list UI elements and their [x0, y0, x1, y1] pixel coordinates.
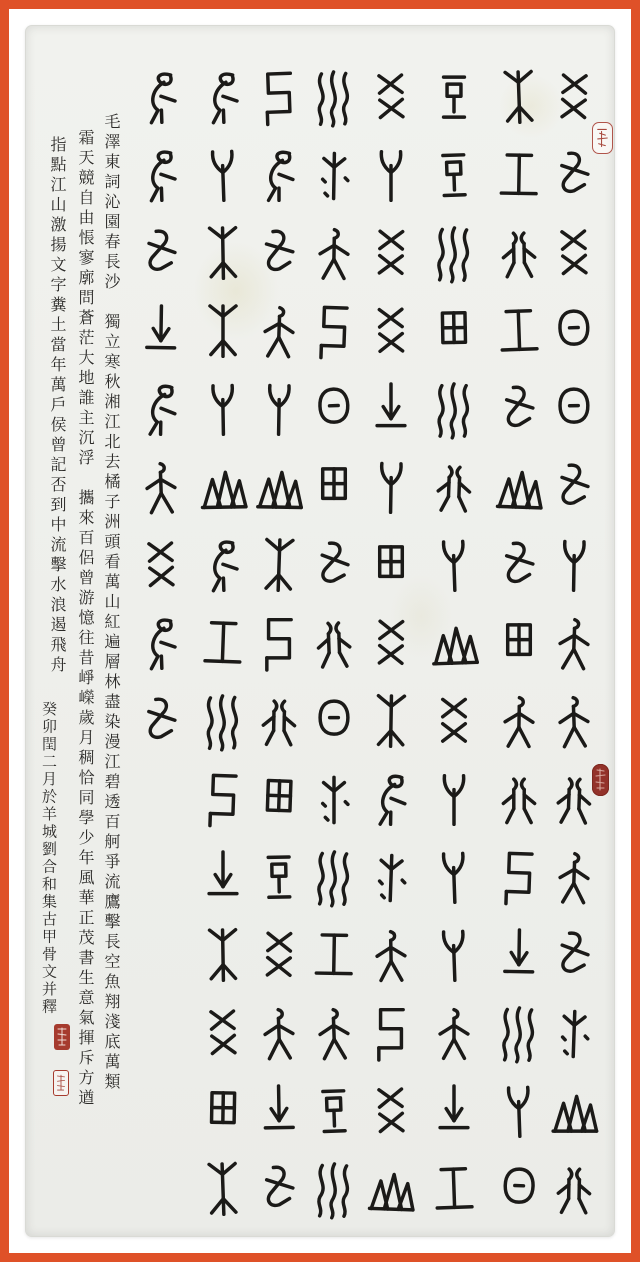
oracle-character [305, 605, 363, 683]
oracle-character [425, 527, 483, 605]
oracle-character [305, 1073, 363, 1151]
oracle-character [362, 215, 420, 293]
oracle-character [545, 995, 603, 1073]
oracle-character [362, 293, 420, 371]
oracle-character [362, 137, 420, 215]
oracle-character [305, 917, 363, 995]
oracle-character [305, 59, 363, 137]
oracle-character [250, 215, 308, 293]
oracle-character [250, 917, 308, 995]
oracle-character [132, 137, 190, 215]
oracle-character [490, 527, 548, 605]
oracle-character [425, 995, 483, 1073]
oracle-character [132, 527, 190, 605]
oracle-character [425, 1151, 483, 1229]
oracle-character [250, 137, 308, 215]
oracle-character [490, 371, 548, 449]
oracle-character [250, 605, 308, 683]
oracle-character [425, 449, 483, 527]
oracle-character [425, 761, 483, 839]
oracle-character [194, 995, 252, 1073]
oracle-character [362, 371, 420, 449]
oracle-character [194, 1073, 252, 1151]
oracle-character [545, 917, 603, 995]
oracle-character [194, 1151, 252, 1229]
oracle-character [305, 995, 363, 1073]
oracle-character [490, 761, 548, 839]
signature-seal-1-icon [54, 1024, 70, 1050]
oracle-column [132, 59, 190, 761]
oracle-character [490, 917, 548, 995]
oracle-character [362, 605, 420, 683]
calligraphy-paper [25, 25, 615, 1237]
oracle-character [194, 293, 252, 371]
oracle-character [194, 137, 252, 215]
oracle-character [425, 683, 483, 761]
oracle-character [305, 215, 363, 293]
oracle-character [362, 449, 420, 527]
oracle-character [545, 683, 603, 761]
annotation-column: 霜天競自由悵寥廓問蒼茫大地誰主沉浮 攜來百侶曾游憶往昔崢嶸歲月稠恰同學少年風華正茂書生意氣揮斥方遒 [76, 129, 95, 1109]
oracle-character [425, 839, 483, 917]
oracle-character [305, 371, 363, 449]
oracle-character [545, 293, 603, 371]
oracle-character [490, 293, 548, 371]
oracle-character [490, 605, 548, 683]
oracle-character [425, 605, 483, 683]
oracle-character [194, 839, 252, 917]
oracle-character [250, 1151, 308, 1229]
oracle-character [250, 683, 308, 761]
top-right-seal-icon [592, 122, 613, 154]
oracle-character [250, 293, 308, 371]
oracle-character [250, 371, 308, 449]
oracle-character [250, 995, 308, 1073]
oracle-character [305, 761, 363, 839]
oracle-character [545, 371, 603, 449]
oracle-column [305, 59, 363, 1229]
oracle-character [305, 683, 363, 761]
oracle-character [425, 137, 483, 215]
oracle-character [425, 59, 483, 137]
oracle-character [545, 605, 603, 683]
oracle-column [425, 59, 483, 1229]
oracle-character [490, 995, 548, 1073]
oracle-character [132, 605, 190, 683]
oracle-character [194, 59, 252, 137]
oracle-column [194, 59, 252, 1229]
oracle-character [305, 1151, 363, 1229]
oracle-character [194, 683, 252, 761]
middle-right-seal-icon [592, 764, 609, 796]
oracle-character [490, 137, 548, 215]
oracle-character [490, 683, 548, 761]
oracle-character [250, 527, 308, 605]
oracle-character [490, 1073, 548, 1151]
oracle-character [545, 449, 603, 527]
oracle-character [132, 59, 190, 137]
oracle-character [305, 839, 363, 917]
oracle-character [250, 449, 308, 527]
oracle-character [490, 839, 548, 917]
oracle-character [250, 59, 308, 137]
oracle-character [250, 1073, 308, 1151]
oracle-column [545, 59, 603, 1229]
oracle-character [545, 839, 603, 917]
oracle-character [194, 371, 252, 449]
oracle-character [425, 215, 483, 293]
oracle-character [490, 1151, 548, 1229]
oracle-character [490, 215, 548, 293]
annotation-column: 毛澤東詞沁園春長沙 獨立寒秋湘江北去橘子洲頭看萬山紅遍層林盡染漫江碧透百舸爭流鷹擊長空魚翔淺底萬類 [102, 113, 121, 1093]
signature-seal-2-icon [53, 1070, 69, 1096]
oracle-character [250, 839, 308, 917]
oracle-character [362, 995, 420, 1073]
oracle-character [425, 917, 483, 995]
oracle-character [194, 761, 252, 839]
oracle-character [194, 215, 252, 293]
oracle-character [545, 1073, 603, 1151]
oracle-character [490, 449, 548, 527]
oracle-character [545, 527, 603, 605]
signature-column: 癸卯閏二月於羊城劉合和集古甲骨文并釋 [40, 701, 58, 1016]
oracle-character [194, 917, 252, 995]
oracle-character [362, 1151, 420, 1229]
oracle-column [250, 59, 308, 1229]
oracle-character [132, 371, 190, 449]
oracle-character [194, 449, 252, 527]
oracle-column [490, 59, 548, 1229]
oracle-character [194, 527, 252, 605]
oracle-character [490, 59, 548, 137]
annotation-column: 指點江山激揚文字糞土當年萬戶侯曾記否到中流擊水浪遏飛舟 [48, 136, 67, 676]
oracle-character [132, 293, 190, 371]
oracle-character [305, 293, 363, 371]
oracle-character [305, 527, 363, 605]
oracle-character [362, 683, 420, 761]
oracle-character [425, 293, 483, 371]
oracle-character [132, 683, 190, 761]
oracle-character [545, 1151, 603, 1229]
oracle-character [362, 917, 420, 995]
oracle-character [545, 215, 603, 293]
oracle-character [362, 59, 420, 137]
oracle-character [362, 839, 420, 917]
oracle-character [425, 1073, 483, 1151]
oracle-character [425, 371, 483, 449]
oracle-character [132, 215, 190, 293]
oracle-character [194, 605, 252, 683]
oracle-character [305, 449, 363, 527]
oracle-column [362, 59, 420, 1229]
oracle-character [250, 761, 308, 839]
oracle-character [362, 1073, 420, 1151]
oracle-character [362, 527, 420, 605]
oracle-character [305, 137, 363, 215]
oracle-character [132, 449, 190, 527]
oracle-character [362, 761, 420, 839]
